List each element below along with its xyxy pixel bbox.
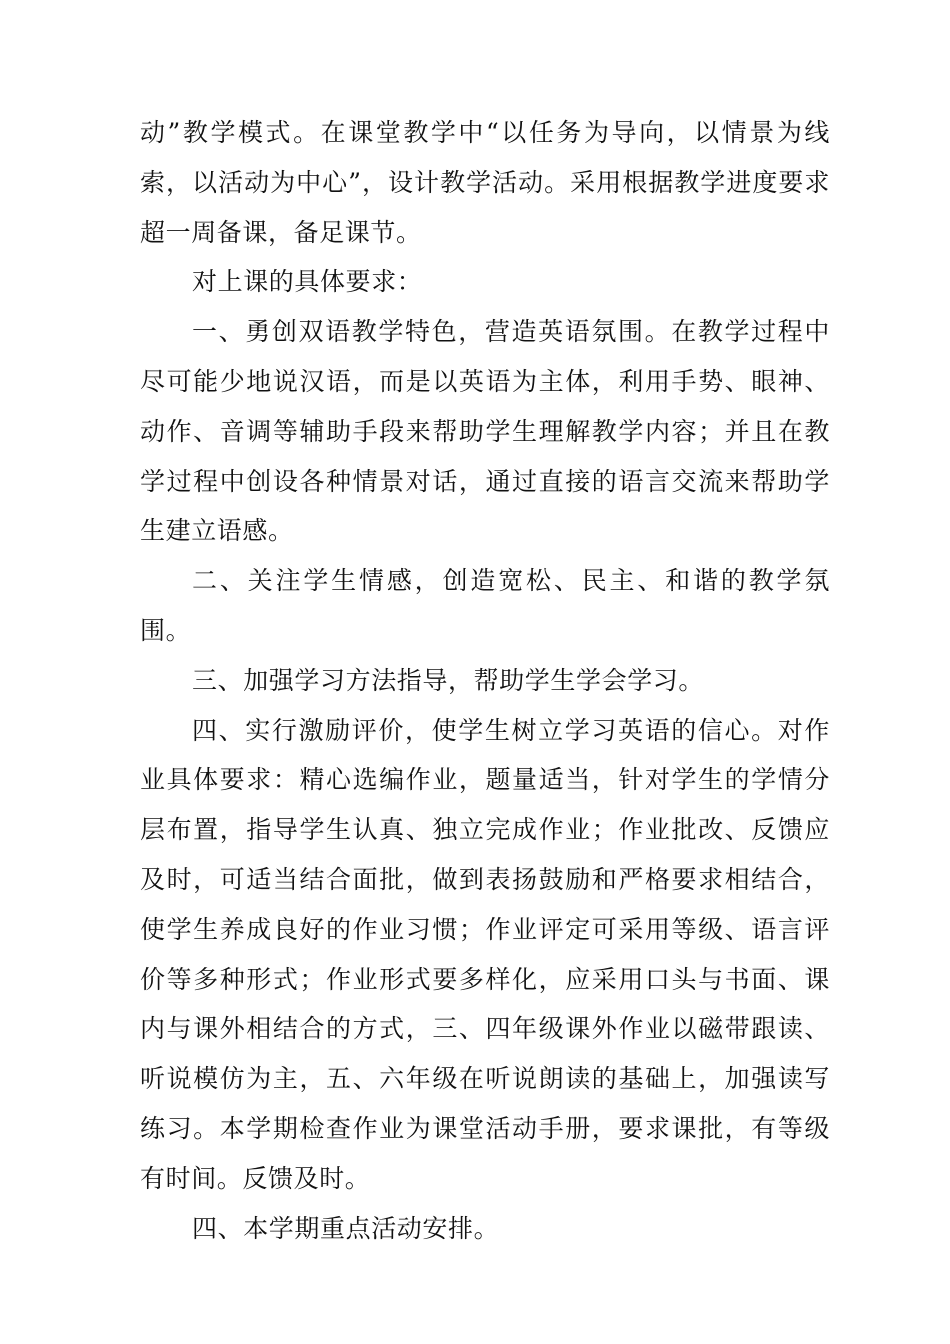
paragraph-incentive-evaluation: 四、实行激励评价，使学生树立学习英语的信心。对作业具体要求：精心选编作业，题量适当，针对学生的学情分层布置，指导学生认真、独立完成作业；作业批改、反馈应及时，可适当结合面批，做到表扬鼓励和严格要求相结合，使学生养成良好的作业习惯；作业评定可采用等级、语言评价等多种形式；作业形式要多样化，应采用口头与书面、课内与课外相结合的方式，三、四年级课外作业以磁带跟读、听说模仿为主，五、六年级在听说朗读的基础上，加强读写练习。本学期检查作业为课堂活动手册，要求课批，有等级有时间。反馈及时。 bbox=[140, 715, 830, 1193]
paragraph-student-emotion: 二、关注学生情感，创造宽松、民主、和谐的教学氛围。 bbox=[140, 566, 830, 645]
paragraph-class-requirements-heading: 对上课的具体要求： bbox=[192, 267, 423, 297]
paragraph-continuation: 动”教学模式。在课堂教学中“以任务为导向，以情景为线索，以活动为中心”，设计教学活动。采用根据教学进度要求超一周备课，备足课节。 bbox=[140, 118, 830, 247]
paragraph-key-activities: 四、本学期重点活动安排。 bbox=[192, 1213, 500, 1243]
document-body bbox=[140, 108, 830, 1253]
paragraph-learning-methods: 三、加强学习方法指导，帮助学生学会学习。 bbox=[192, 665, 705, 695]
paragraph-bilingual-teaching: 一、勇创双语教学特色，营造英语氛围。在教学过程中尽可能少地说汉语，而是以英语为主体，利用手势、眼神、动作、音调等辅助手段来帮助学生理解教学内容；并且在教学过程中创设各种情景对话，通过直接的语言交流来帮助学生建立语感。 bbox=[140, 317, 830, 546]
